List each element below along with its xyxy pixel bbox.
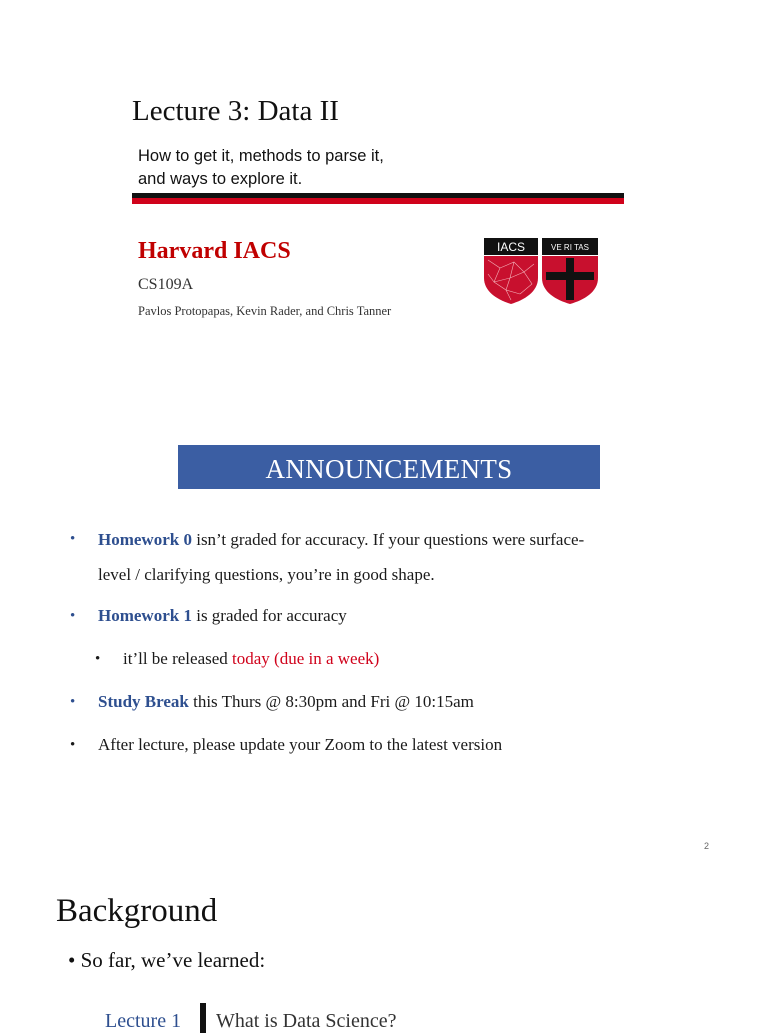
svg-text:IACS: IACS	[496, 240, 526, 254]
lecture-divider	[200, 1003, 206, 1033]
lecture-1-topic: What is Data Science?	[216, 1010, 397, 1032]
list-item-zoom	[70, 734, 710, 756]
authors: Pavlos Protopapas, Kevin Rader, and Chris Tanner	[138, 304, 392, 318]
list-item-homework-1	[70, 605, 710, 627]
bullet: •	[70, 694, 76, 710]
homework-0-label: Homework 0	[98, 530, 192, 549]
list-item-homework-1-release	[70, 648, 710, 670]
release-date: today (due in a week)	[232, 649, 380, 668]
study-break-text: this Thurs @ 8:30pm and Fri @ 10:15am	[188, 692, 474, 711]
lecture-1-label: Lecture 1	[105, 1010, 182, 1032]
list-item-study-break	[70, 691, 710, 713]
iacs-harvard-logo	[484, 238, 600, 304]
list-item-homework-0	[70, 522, 710, 592]
bullet: •	[70, 608, 76, 624]
subtitle-line-1: How to get it, methods to parse it,	[138, 147, 384, 165]
iacs-shield-icon	[484, 238, 538, 304]
bullet: •	[70, 737, 76, 753]
organization-name: Harvard IACS	[138, 238, 291, 264]
announcements-list	[70, 522, 710, 756]
title-divider-red	[132, 198, 624, 204]
homework-1-text: is graded for accuracy	[191, 606, 347, 625]
release-text: it’ll be released	[123, 649, 233, 668]
announcements-banner: ANNOUNCEMENTS	[178, 445, 600, 489]
slide-subtitle	[138, 145, 384, 191]
homework-0-text-line-2: level / clarifying questions, you’re in good shape.	[98, 565, 435, 584]
harvard-shield-icon	[542, 238, 598, 304]
study-break-label: Study Break	[98, 692, 189, 711]
bullet: •	[70, 531, 76, 547]
homework-1-label: Homework 1	[98, 606, 192, 625]
bullet: •	[95, 651, 101, 667]
zoom-text: After lecture, please update your Zoom to the latest version	[98, 735, 503, 754]
page-number: 2	[704, 841, 710, 851]
subtitle-line-2: and ways to explore it.	[138, 170, 303, 188]
svg-text:VE RI TAS: VE RI TAS	[551, 243, 589, 252]
course-code: CS109A	[138, 276, 194, 293]
background-bullet: • So far, we’ve learned:	[68, 948, 266, 972]
homework-0-text-line-1: isn’t graded for accuracy. If your questions were surface-	[191, 530, 585, 549]
background-title: Background	[56, 893, 218, 929]
slide-title: Lecture 3: Data II	[132, 95, 339, 127]
